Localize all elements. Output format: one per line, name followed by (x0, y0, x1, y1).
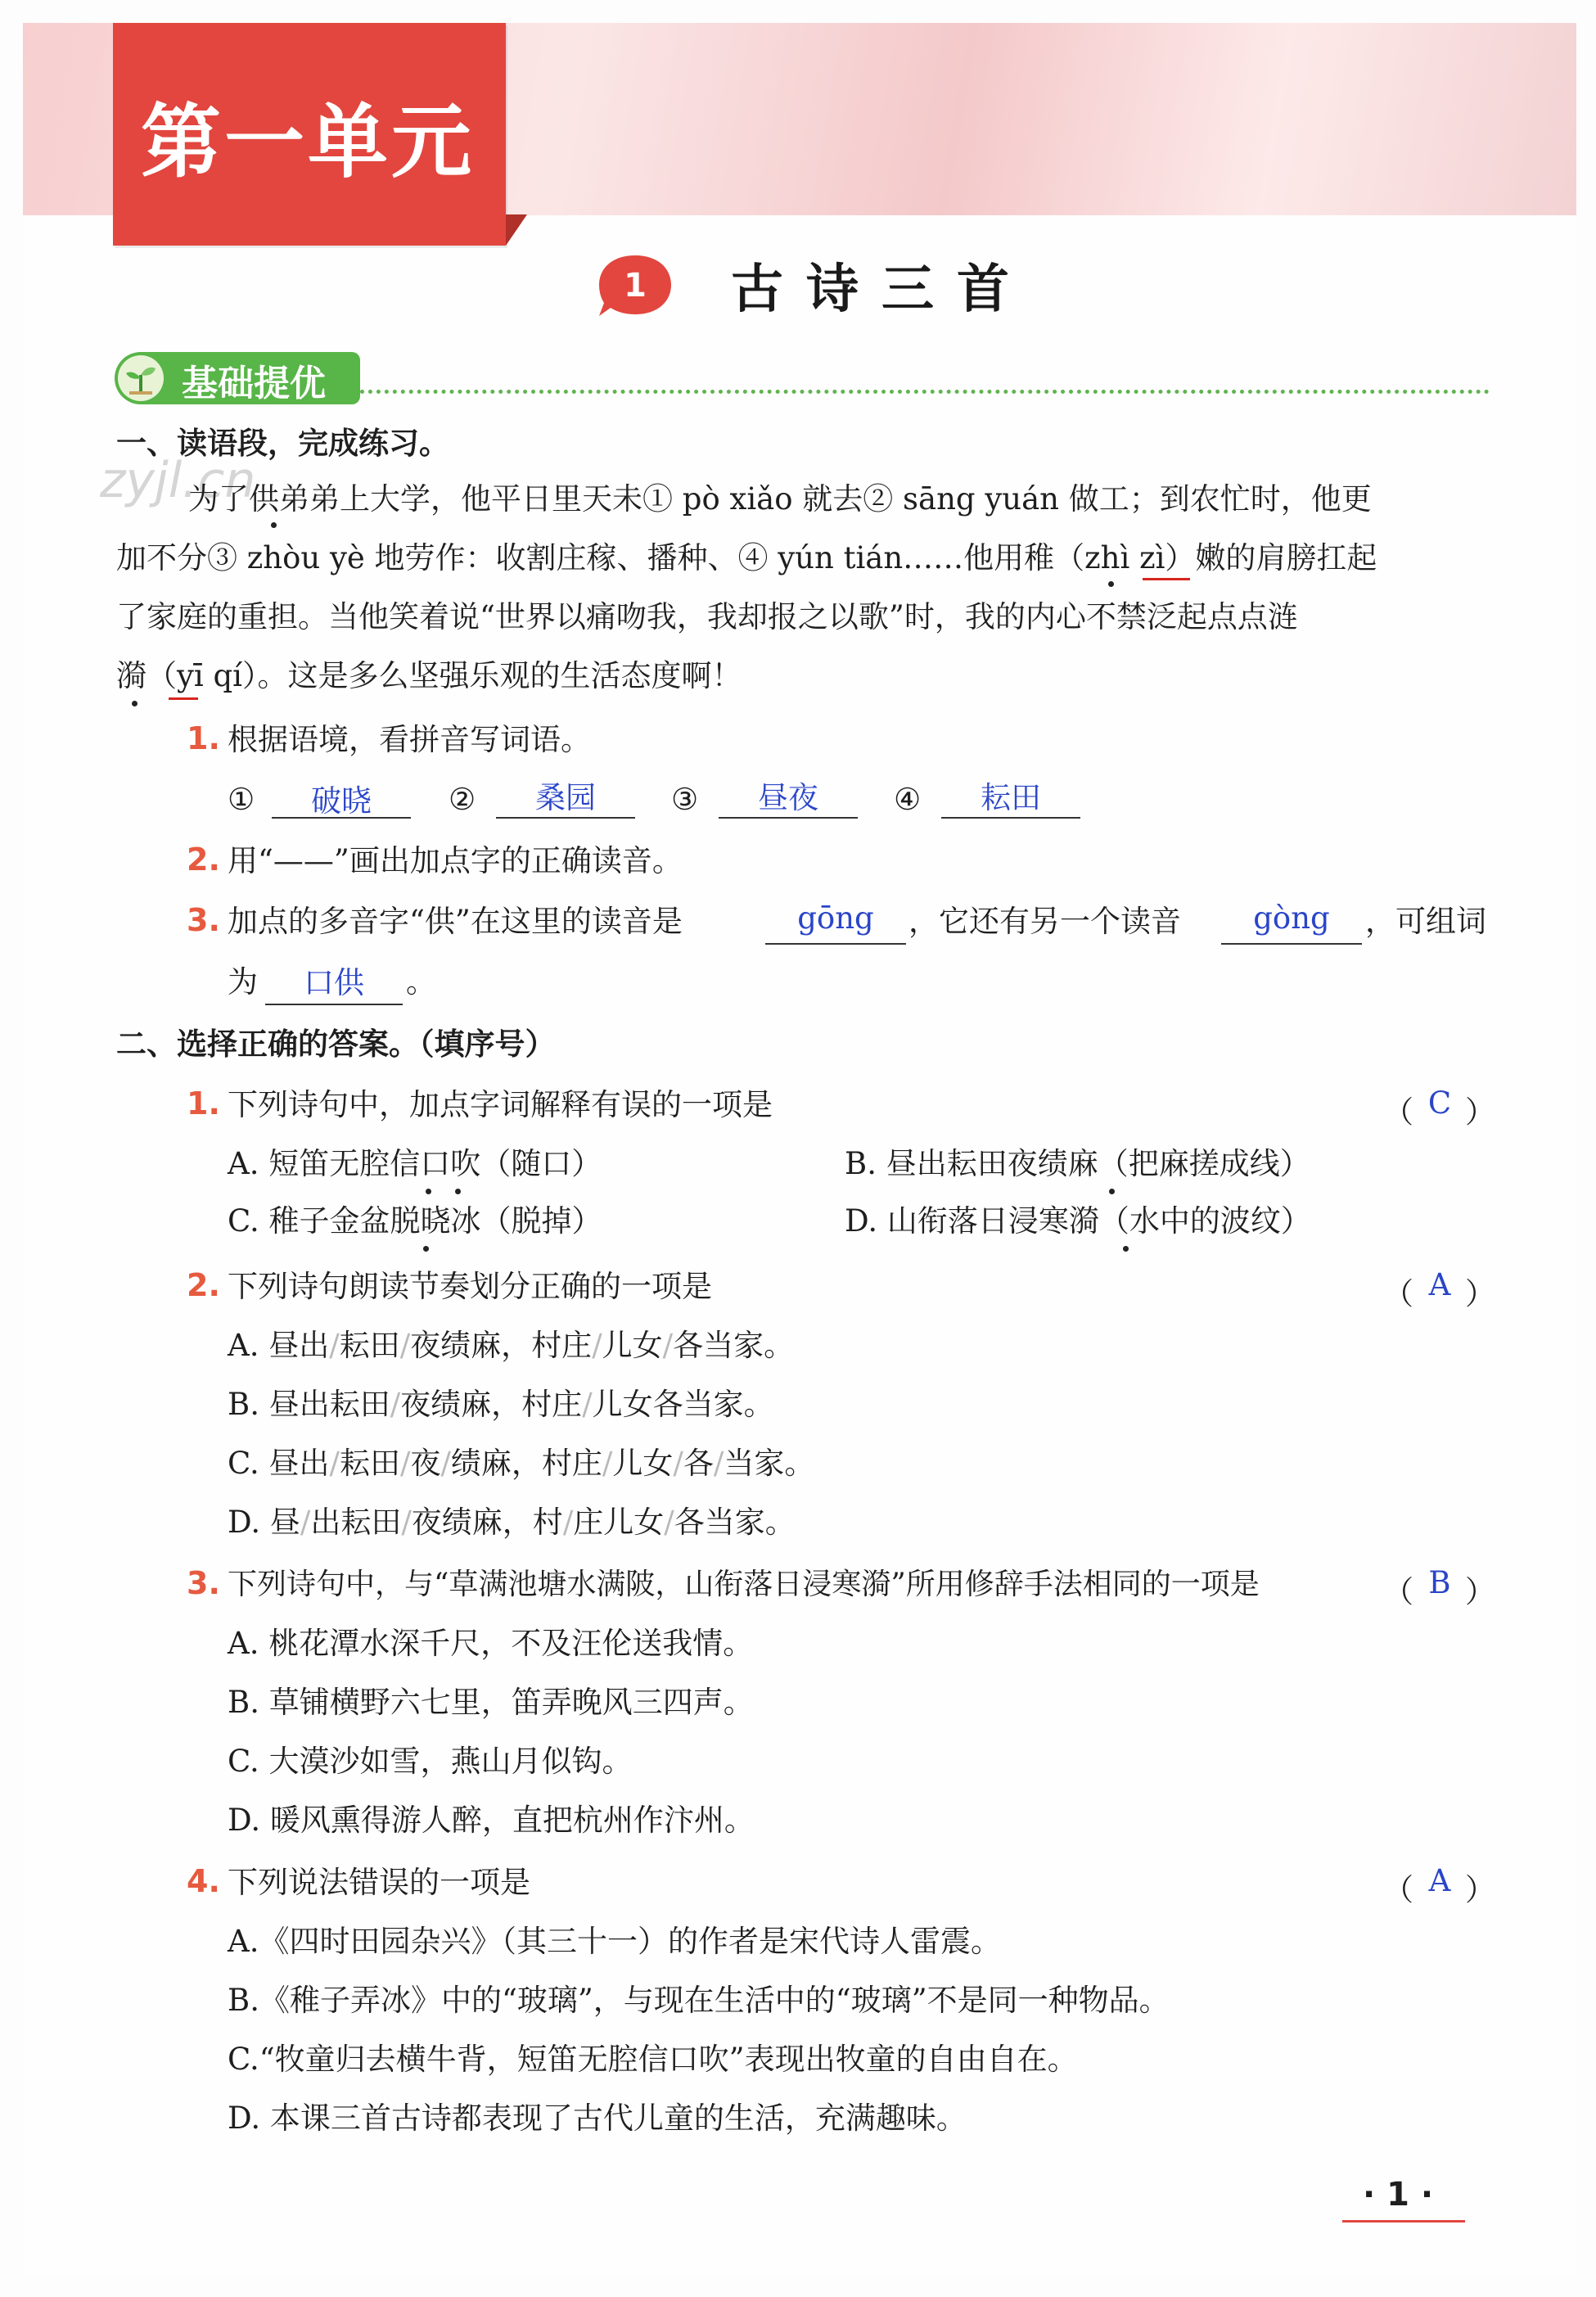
passage-line-2: 加不分③ zhòu yè 地劳作：收割庄稼、播种、④ yún tián……他用稚（zhì zì）嫩的肩膀扛起 (116, 540, 1377, 575)
q3-blank-2 (1221, 943, 1362, 945)
q3-text-e: 。 (406, 964, 436, 1000)
p2q1-answer: C (1427, 1085, 1452, 1121)
pause-slash: / (329, 1446, 340, 1481)
p2q3-option-d: D. 暖风熏得游人醉，直把杭州作汴州。 (228, 1803, 755, 1838)
pause-slash: / (390, 1387, 401, 1422)
emphasis-dot-yi (132, 701, 138, 706)
p2q1-paren-close: ） (1465, 1094, 1495, 1130)
p2q2-paren-close: ） (1465, 1276, 1495, 1311)
pause-slash: / (664, 1505, 674, 1540)
emphasis-dot-zhi (1108, 581, 1114, 587)
p2q1-option-d: D. 山衔落日浸寒漪（水中的波纹） (845, 1203, 1311, 1239)
p2q2-number: 2. (187, 1267, 220, 1303)
pause-slash: / (592, 1328, 602, 1363)
emphasis-dot-kou (455, 1189, 461, 1194)
pause-slash: / (401, 1505, 412, 1540)
section-label: 基础提优 (182, 363, 326, 404)
p2q4-option-a: A.《四时田园杂兴》（其三十一）的作者是宋代诗人雷震。 (228, 1924, 1001, 1959)
q2-text: 用“——”画出加点字的正确读音。 (228, 843, 683, 878)
p2q4-paren-open: （ (1383, 1872, 1413, 1907)
pause-slash: / (440, 1446, 451, 1481)
pause-slash: / (662, 1328, 674, 1363)
q1-label-3: ③ (671, 782, 699, 817)
pause-slash: / (582, 1387, 593, 1422)
emphasis-dot-gong (271, 522, 277, 528)
p2q1-number: 1. (187, 1085, 220, 1121)
q3-text-b: ，它还有另一个读音 (908, 904, 1181, 939)
p2q4-option-d: D. 本课三首古诗都表现了古代儿童的生活，充满趣味。 (228, 2101, 967, 2136)
passage-line-3: 了家庭的重担。当他笑着说“世界以痛吻我，我却报之以歌”时，我的内心不禁泛起点点涟 (116, 599, 1298, 634)
q2-number: 2. (187, 842, 220, 878)
emphasis-dot-tuo (423, 1246, 429, 1252)
pause-slash: / (713, 1446, 724, 1481)
part2-heading: 二、选择正确的答案。（填序号） (116, 1027, 556, 1062)
watermark: zyjl.cn (100, 452, 256, 509)
q1-label-1: ① (228, 782, 255, 817)
pause-slash: / (602, 1446, 613, 1481)
p2q4-option-b: B.《稚子弄冰》中的“玻璃”，与现在生活中的“玻璃”不是同一种物品。 (228, 1983, 1170, 2018)
answer-underline-yi (169, 697, 198, 700)
q3-answer-2: gòng (1253, 900, 1330, 936)
unit-title-fold (506, 214, 527, 246)
lesson-number-badge (596, 252, 674, 319)
emphasis-dot-yi2 (1123, 1246, 1129, 1252)
p2q3-option-a: A. 桃花潭水深千尺，不及汪伦送我情。 (228, 1626, 754, 1661)
q3-blank-1 (765, 943, 906, 945)
p2q4-paren-close: ） (1465, 1872, 1495, 1907)
p2q3-option-c: C. 大漠沙如雪，燕山月似钩。 (228, 1744, 633, 1779)
pause-slash: / (329, 1328, 340, 1363)
q1-number: 1. (187, 720, 220, 756)
p2q3-stem: 下列诗句中，与“草满池塘水满陂，山衔落日浸寒漪”所用修辞手法相同的一项是 (228, 1568, 1260, 1601)
q3-text-d: 为 (228, 964, 258, 1000)
q3-text-c: ，可组词 (1365, 904, 1486, 939)
pause-slash: / (399, 1328, 411, 1363)
q3-text-a: 加点的多音字“供”在这里的读音是 (228, 904, 683, 939)
q1-answer-2: 桑园 (535, 780, 596, 815)
answer-underline-zhi (1143, 578, 1190, 580)
p2q3-answer: B (1428, 1565, 1451, 1600)
p2q2-option-a: A. 昼出/耘田/夜绩麻，村庄/儿女/各当家。 (228, 1328, 795, 1363)
emphasis-dot-ji (1109, 1189, 1115, 1194)
p2q3-paren-close: ） (1465, 1574, 1495, 1609)
p2q3-number: 3. (187, 1565, 220, 1601)
sprout-icon (118, 355, 164, 401)
q1-label-4: ④ (894, 782, 922, 817)
p2q4-number: 4. (187, 1863, 220, 1899)
p2q4-stem: 下列说法错误的一项是 (228, 1865, 530, 1900)
q1-blank-2 (496, 817, 635, 819)
p2q2-option-c: C. 昼出/耘田/夜/绩麻，村庄/儿女/各/当家。 (228, 1446, 815, 1481)
p2q3-option-b: B. 草铺横野六七里，笛弄晚风三四声。 (228, 1685, 754, 1720)
pause-slash: / (562, 1505, 574, 1540)
q1-answer-4: 耘田 (981, 780, 1041, 815)
p2q2-paren-open: （ (1383, 1276, 1413, 1311)
p2q2-answer: A (1428, 1267, 1451, 1302)
emphasis-dot-xin (426, 1189, 431, 1194)
pause-slash: / (399, 1446, 411, 1481)
p2q4-option-c: C.“牧童归去横牛背，短笛无腔信口吹”表现出牧童的自由自在。 (228, 2042, 1078, 2077)
q1-answer-1: 破晓 (311, 783, 372, 819)
q1-blank-3 (719, 817, 858, 819)
pause-slash: / (300, 1505, 311, 1540)
lesson-title: 古诗三首 (731, 259, 1032, 320)
q1-answer-3: 昼夜 (758, 780, 818, 815)
passage-line-1: 为了供弟弟上大学，他平日里天未① pò xiǎo 就去② sāng yuán 做工；到农忙时，他更 (188, 481, 1372, 517)
p2q3-paren-open: （ (1383, 1574, 1413, 1609)
p2q2-option-b: B. 昼出耘田/夜绩麻，村庄/儿女各当家。 (228, 1387, 774, 1422)
p2q2-option-d: D. 昼/出耘田/夜绩麻，村/庄儿女/各当家。 (228, 1505, 796, 1540)
pause-slash: / (673, 1446, 683, 1481)
lesson-number: 1 (624, 267, 647, 305)
q3-answer-3: 口供 (304, 965, 364, 1000)
q1-blank-4 (941, 817, 1080, 819)
p2q1-option-a: A. 短笛无腔信口吹（随口） (228, 1146, 602, 1181)
p2q4-answer: A (1428, 1863, 1451, 1898)
p2q1-option-b: B. 昼出耘田夜绩麻（把麻搓成线） (845, 1146, 1310, 1181)
unit-title: 第一单元 (141, 96, 476, 189)
p2q1-paren-open: （ (1383, 1094, 1413, 1130)
p2q1-stem: 下列诗句中，加点字词解释有误的一项是 (228, 1087, 773, 1122)
q3-answer-1: gōng (797, 900, 874, 936)
q3-number: 3. (187, 902, 220, 938)
part1-heading: 一、读语段，完成练习。 (116, 426, 449, 461)
q1-blank-1 (272, 817, 411, 819)
passage-line-4: 漪（yī qí）。这是多么坚强乐观的生活态度啊！ (116, 658, 742, 693)
q1-label-2: ② (449, 782, 476, 817)
p2q1-option-c: C. 稚子金盆脱晓冰（脱掉） (228, 1203, 602, 1239)
page-number: · 1 · (1363, 2176, 1434, 2214)
p2q2-stem: 下列诗句朗读节奏划分正确的一项是 (228, 1269, 712, 1304)
page-number-underline (1342, 2220, 1465, 2223)
section-divider (360, 390, 1490, 394)
q3-blank-3 (265, 1004, 403, 1005)
q1-text: 根据语境，看拼音写词语。 (228, 722, 591, 757)
